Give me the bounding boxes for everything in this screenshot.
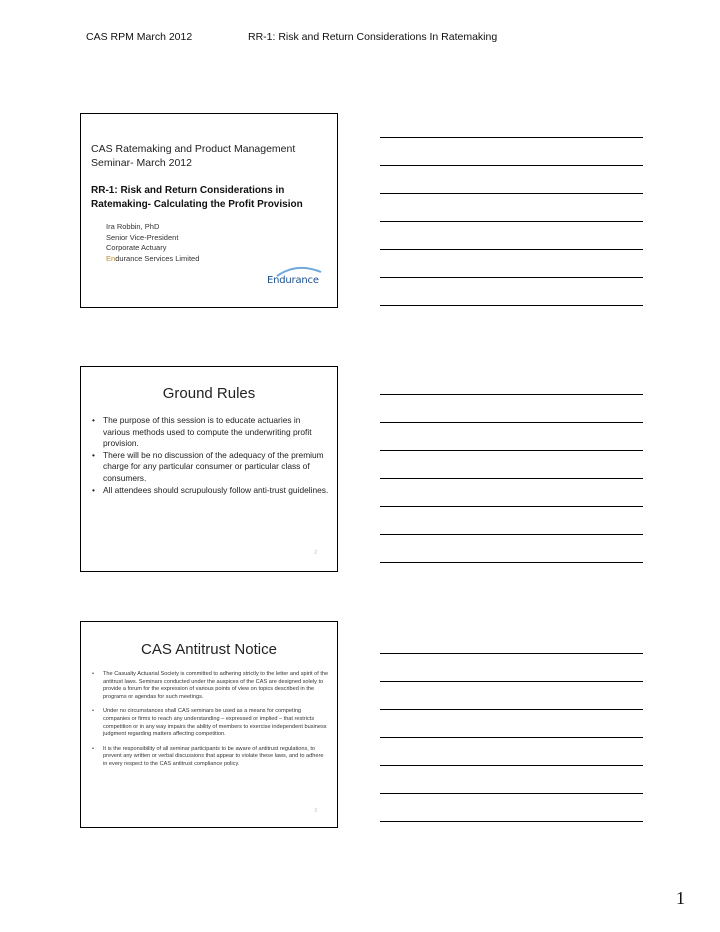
note-line [380, 709, 643, 710]
note-line [380, 249, 643, 250]
header-left: CAS RPM March 2012 [86, 31, 193, 43]
slide-2-bullets [91, 415, 329, 496]
presenter-info [106, 222, 199, 264]
note-line [380, 221, 643, 222]
note-line [380, 277, 643, 278]
bullet-item: • The Casualty Actuarial Society is committed to adhering strictly to the letter and spirit of the antitrust laws. Seminars conducted under the auspices of the CAS are designed solely to provide a forum for the expression of various points of view on topics described in the programs or agendas for such meetings. [91, 671, 329, 701]
note-line [380, 478, 643, 479]
slide-3-bullets [91, 671, 329, 776]
header-right: RR-1: Risk and Return Considerations In Ratemaking [248, 31, 498, 43]
page-number: 1 [676, 888, 685, 908]
note-line [380, 793, 643, 794]
note-line [380, 562, 643, 563]
presenter-role: Corporate Actuary [106, 243, 167, 252]
slide-3 [80, 621, 338, 828]
slide-3-title: CAS Antitrust Notice [141, 641, 277, 658]
note-line [380, 506, 643, 507]
presenter-name: Ira Robbin, PhD [106, 222, 160, 231]
note-line [380, 305, 643, 306]
slide-3-page-number: 3 [314, 808, 317, 814]
endurance-logo [267, 266, 327, 288]
note-line [380, 653, 643, 654]
note-line [380, 394, 643, 395]
slide-1-title: CAS Ratemaking and Product Management Seminar- March 2012 [91, 143, 296, 169]
bullet-item: • Under no circumstances shall CAS seminars be used as a means for competing companies or firms to reach any understanding – expressed or implied – that restricts competition or in any way impairs the ability of members to exercise independent business judgment regarding matters affecting competition. [91, 708, 329, 738]
note-line [380, 534, 643, 535]
note-line [380, 165, 643, 166]
note-line [380, 422, 643, 423]
company-rest: durance Services Limited [115, 253, 200, 263]
note-line [380, 765, 643, 766]
bullet-item: • There will be no discussion of the adequacy of the premium charge for any particular consumer or particular class of consumers. [91, 450, 329, 485]
note-line [380, 737, 643, 738]
company-prefix: En [106, 253, 116, 263]
slide-2 [80, 366, 338, 572]
note-line [380, 821, 643, 822]
note-line [380, 450, 643, 451]
presenter-company [106, 254, 199, 265]
bullet-item: • It is the responsibility of all seminar participants to be aware of antitrust regulations, to prevent any written or verbal discussions that appear to violate these laws, and to adhere in every respect to the CAS antitrust compliance policy. [91, 746, 329, 769]
slide-1-subtitle: RR-1: Risk and Return Considerations in Ratemaking- Calculating the Profit Provision [91, 185, 303, 210]
logo-text: Endurance [267, 275, 319, 286]
bullet-item: • The purpose of this session is to educate actuaries in various methods used to compute the underwriting profit provision. [91, 415, 329, 450]
slide-2-title: Ground Rules [162, 385, 256, 402]
slide-2-page-number: 2 [314, 550, 317, 556]
note-line [380, 137, 643, 138]
slide-1 [80, 113, 338, 308]
bullet-item: • All attendees should scrupulously follow anti-trust guidelines. [91, 485, 329, 497]
note-line [380, 193, 643, 194]
note-line [380, 681, 643, 682]
presenter-position: Senior Vice-President [106, 232, 179, 242]
